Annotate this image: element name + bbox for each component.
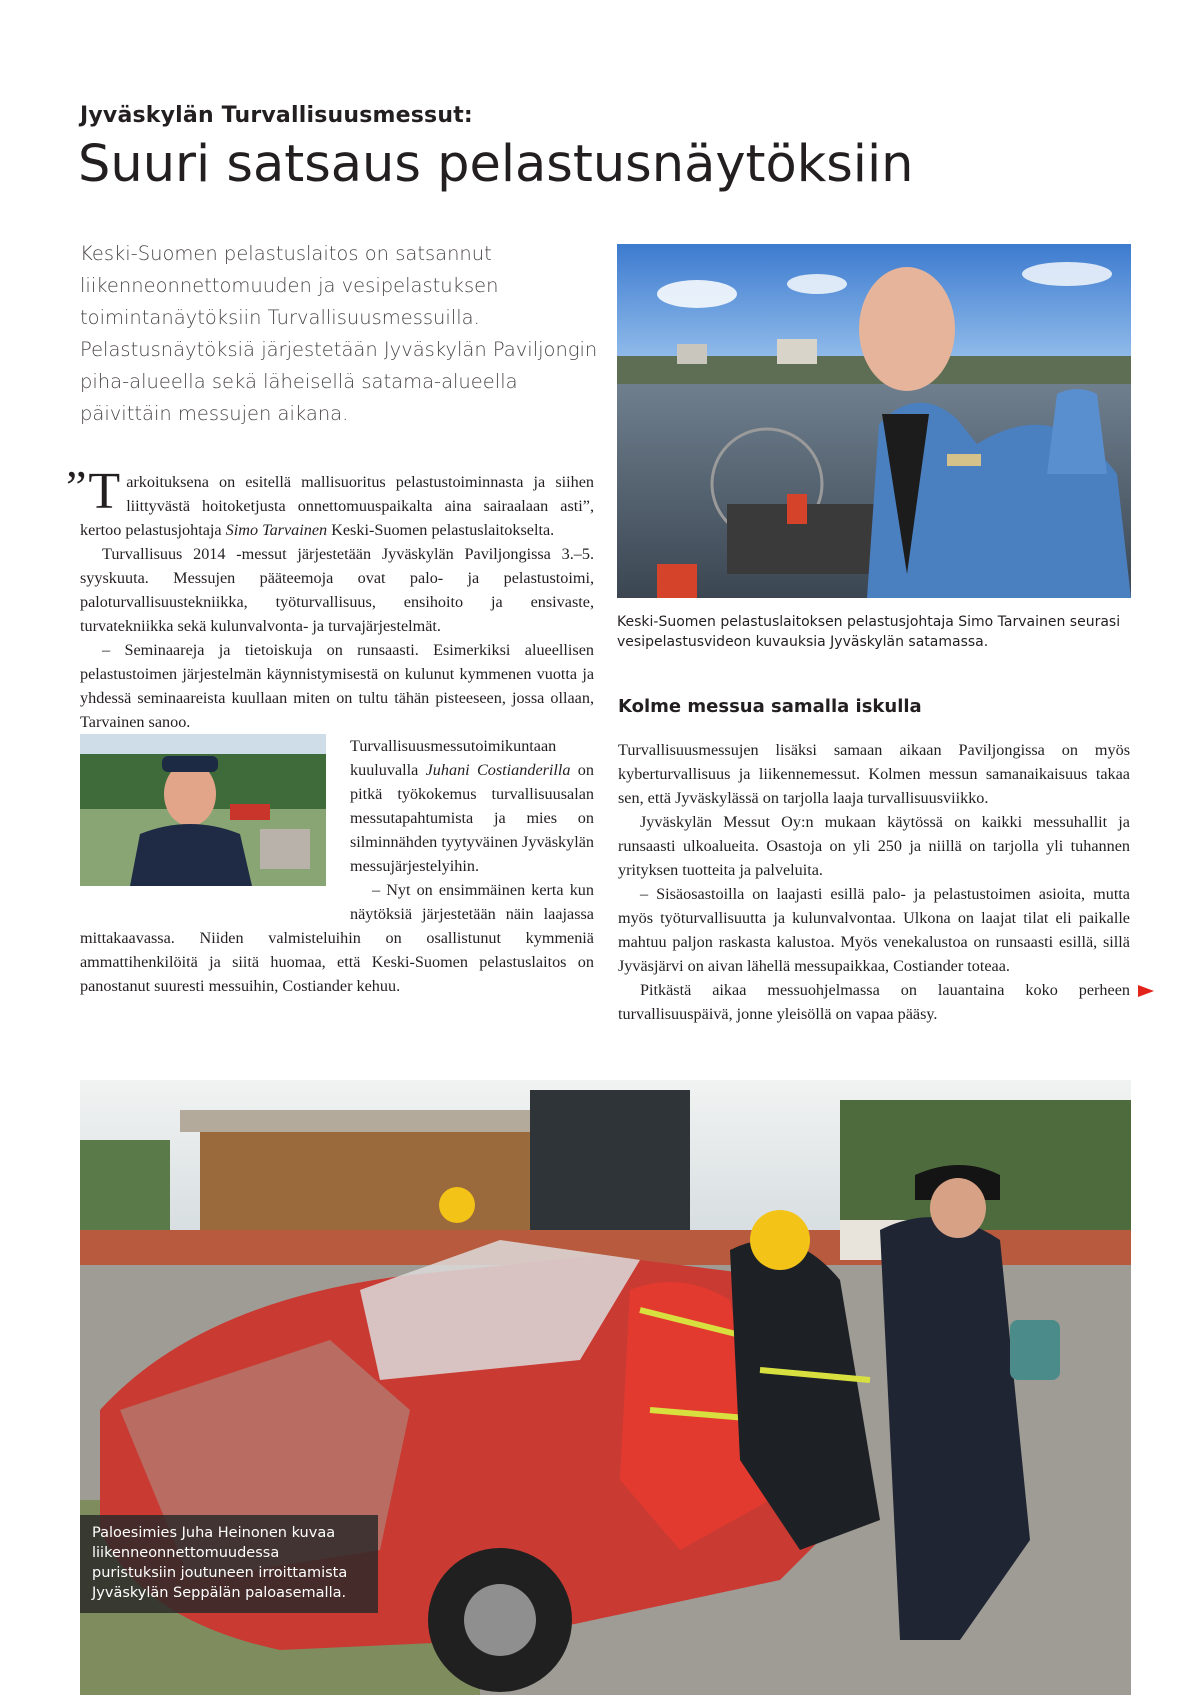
paragraph-three-fairs: Turvallisuusmessujen lisäksi samaan aikaan Paviljongissa on myös kyberturvallisuus ja liikennemessut. Kolmen messun samanaikaisuus takaa sen, että Jyväskylässä on tarjolla laaja turvallisuusviikko. xyxy=(618,741,1130,807)
paragraph-halls: Jyväskylän Messut Oy:n mukaan käytössä on kaikki messuhallit ja runsaasti ulkoalueita. Osastoja on yli 250 ja niillä on tarjolla yli tuhannen yrityksen tuotteita ja palveluita. xyxy=(618,813,1130,879)
continue-arrow-icon xyxy=(1138,985,1154,997)
article-kicker: Jyväskylän Turvallisuusmessut: xyxy=(80,103,473,128)
left-column xyxy=(66,461,594,998)
intro-tail: Keski-Suomen pelastuslaitokselta. xyxy=(327,521,555,539)
opening-quote-mark: ” xyxy=(66,461,87,512)
section-subhead: Kolme messua samalla iskulla xyxy=(618,696,922,717)
person-name-costiander: Juhani Costianderilla xyxy=(425,761,571,779)
paragraph-family-day: Pitkästä aikaa messuohjelmassa on lauantaina koko perheen turvallisuuspäivä, jonne yleisöllä on vapaa pääsy. xyxy=(618,981,1130,1023)
photo-caption-bottom: Paloesimies Juha Heinonen kuvaa liikenneonnettomuudessa puristuksiin joutuneen irroittamista Jyväskylän Seppälän paloasemalla. xyxy=(80,1515,378,1613)
right-column xyxy=(618,738,1130,1026)
inline-photo-spacer xyxy=(80,734,350,904)
paragraph-dates: Turvallisuus 2014 -messut järjestetään Jyväskylän Paviljongissa 3.–5. syyskuuta. Messujen pääteemoja ovat palo- ja pelastustoimi, paloturvallisuustekniikka, työturvallisuus, ensihoito ja ensivaste, turvatekniikka sekä kulunvalvonta- ja turvajärjestelmät. xyxy=(80,545,594,635)
paragraph-seminars: – Seminaareja ja tietoiskuja on runsaasti. Esimerkiksi alueellisen pelastustoimen järjestelmän käynnistymisestä on kulunut kymmenen vuotta ja yhdessä seminaareista kuullaan miten on tultu tähän pisteeseen, jossa ollaan, Tarvainen sanoo. xyxy=(80,641,594,731)
lead-text: Keski-Suomen pelastuslaitos on satsannut liikenneonnettomuuden ja vesipelastuksen toimintanäytöksiin Turvallisuusmessuilla. Pelastusnäytöksiä järjestetään Jyväskylän Paviljongin piha-alueella sekä läheisellä satama-alueella päivittäin messujen aikana. xyxy=(80,242,598,425)
article-lead xyxy=(80,238,600,430)
photo-costiander xyxy=(80,734,326,886)
photo-rescue-director-image xyxy=(617,244,1131,598)
intro-text: arkoituksena on esitellä mallisuoritus pelastustoiminnasta ja siihen liittyvästä hoitoketjusta onnettomuuspaikalta aina sairaalaan asti”, kertoo pelastusjohtaja xyxy=(80,473,594,539)
costiander-text-a: Turvallisuusmessutoimikuntaan kuuluvalla xyxy=(350,737,557,779)
paragraph-indoor: – Sisäosastoilla on laajasti esillä palo- ja pelastustoimen asioita, mutta myös työturvallisuutta ja kulunvalvontaa. Ulkona on laajat tilat eli paikalle mahtuu paljon raskasta kalustoa. Myös venekalustoa on runsaasti esillä, sillä Jyväsjärvi on aivan lähellä messupaikkaa, Costiander toteaa. xyxy=(618,885,1130,975)
article-headline: Suuri satsaus pelastusnäytöksiin xyxy=(78,135,914,194)
photo-rescue-director xyxy=(617,244,1131,598)
paragraph-intro xyxy=(66,461,594,542)
photo-caption-top: Keski-Suomen pelastuslaitoksen pelastusjohtaja Simo Tarvainen seurasi vesipelastusvideon kuvauksia Jyväskylän satamassa. xyxy=(617,614,1121,650)
drop-cap: T xyxy=(88,463,121,520)
costiander-text-b: on pitkä työkokemus turvallisuusalan messutapahtumista ja mies on silminnähden tyytyväinen Jyväskylän messujärjestelyihin. xyxy=(350,761,594,875)
paragraph-costiander xyxy=(80,734,594,998)
person-name-tarvainen: Simo Tarvainen xyxy=(225,521,328,539)
costiander-quote: – Nyt on ensimmäinen kerta kun näytöksiä järjestetään näin laajassa mittakaavassa. Niiden valmisteluihin on osallistunut kymmeniä ammattihenkilöitä ja siitä huomaa, että Keski-Suomen pelastuslaitos on panostanut suuresti messuihin, Costiander kehuu. xyxy=(80,881,594,995)
